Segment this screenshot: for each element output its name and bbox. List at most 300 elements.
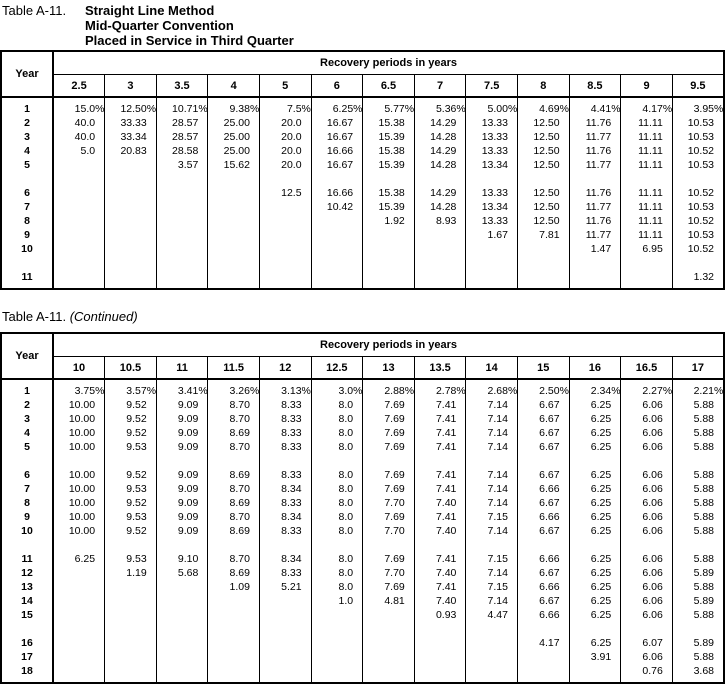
year-cell: 10 [1, 242, 53, 256]
percentage-value: 2.27 [642, 385, 663, 397]
value-cell: 6.25 [569, 594, 621, 608]
value-cell [105, 594, 157, 608]
period-column-header: 14 [466, 357, 518, 380]
value-cell [105, 538, 157, 552]
value-cell [517, 256, 569, 270]
table-row-year-7 [1, 482, 724, 496]
value-cell: 12.50 [517, 116, 569, 130]
value-cell [208, 200, 260, 214]
value-cell [208, 636, 260, 650]
value-cell: 6.25 [569, 440, 621, 454]
value-cell [156, 622, 208, 636]
value-cell: 6.66 [517, 510, 569, 524]
percentage-value: 3.95 [693, 103, 714, 115]
spacer-row [1, 172, 724, 186]
value-cell: 7.69 [363, 412, 415, 426]
value-cell [156, 242, 208, 256]
value-cell: 8.0 [311, 482, 363, 496]
value-cell [105, 454, 157, 468]
spacer-row [1, 454, 724, 468]
table-row-year-3 [1, 130, 724, 144]
value-cell: 5.88 [672, 412, 724, 426]
value-cell [53, 566, 105, 580]
value-cell [105, 580, 157, 594]
value-cell [259, 454, 311, 468]
value-cell: 10.00 [68, 427, 96, 439]
value-cell: 3.91 [569, 650, 621, 664]
value-cell [311, 650, 363, 664]
value-cell [156, 664, 208, 683]
value-cell: 6.06 [621, 440, 673, 454]
value-cell: 8.33 [259, 440, 311, 454]
table2-continued-label: (Continued) [69, 309, 138, 324]
value-cell: 7.41 [414, 398, 466, 412]
period-column-header: 13.5 [414, 357, 466, 380]
value-cell: 5.88 [672, 510, 724, 524]
value-cell [466, 664, 518, 683]
percentage-value: 3.0 [338, 385, 354, 397]
value-cell [53, 228, 105, 242]
value-cell: 3.0% [311, 379, 363, 398]
table-row-year-4 [1, 426, 724, 440]
value-cell: 15.38 [363, 144, 415, 158]
percentage-value: 10.71 [172, 103, 199, 115]
value-cell [363, 538, 415, 552]
value-cell: 8.70 [208, 440, 260, 454]
value-cell: 2.68% [466, 379, 518, 398]
value-cell: 1.09 [208, 580, 260, 594]
value-cell: 2.34% [569, 379, 621, 398]
value-cell [414, 664, 466, 683]
table-row-year-2 [1, 398, 724, 412]
value-cell [156, 172, 208, 186]
value-cell: 9.53 [105, 482, 157, 496]
value-cell: 40.0 [74, 117, 96, 129]
value-cell: 1.32 [672, 270, 724, 289]
value-cell: 3.75% [74, 385, 105, 397]
period-column-header: 6 [311, 75, 363, 98]
percentage-value: 4.69 [539, 103, 560, 115]
percentage-value: 2.34 [590, 385, 612, 397]
value-cell [517, 270, 569, 289]
year-cell: 15 [1, 608, 53, 622]
table-row-year-1 [1, 379, 724, 398]
value-cell: 5.88 [672, 580, 724, 594]
value-cell: 7.14 [466, 496, 518, 510]
value-cell: 7.81 [517, 228, 569, 242]
value-cell: 8.70 [208, 552, 260, 566]
value-cell [517, 454, 569, 468]
table-row-year-3 [1, 412, 724, 426]
value-cell: 15.39 [363, 200, 415, 214]
value-cell: 6.25 [569, 524, 621, 538]
value-cell [414, 622, 466, 636]
value-cell: 6.06 [621, 398, 673, 412]
value-cell: 5.88 [672, 398, 724, 412]
year-cell: 9 [1, 510, 53, 524]
value-cell [208, 270, 260, 289]
value-cell: 25.00 [208, 116, 260, 130]
value-cell [311, 622, 363, 636]
value-cell: 6.67 [517, 594, 569, 608]
recovery-periods-header: Recovery periods in years [53, 333, 724, 357]
table-row-year-12 [1, 566, 724, 580]
year-cell: 6 [1, 468, 53, 482]
value-cell: 11.76 [569, 144, 621, 158]
header-row-span [1, 51, 724, 75]
percentage-value: 5.36 [435, 103, 457, 115]
value-cell [156, 214, 208, 228]
value-cell: 3.13% [259, 379, 311, 398]
percentage-value: 3.41 [177, 385, 199, 397]
value-cell [208, 256, 260, 270]
value-cell [156, 580, 208, 594]
value-cell [621, 172, 673, 186]
spacer-row [1, 256, 724, 270]
percentage-value: 5.77 [384, 103, 405, 115]
value-cell: 6.25 [569, 398, 621, 412]
value-cell: 33.33 [105, 116, 157, 130]
percentage-value: 12.50 [120, 103, 147, 115]
table-row-year-13 [1, 580, 724, 594]
value-cell: 8.0 [311, 524, 363, 538]
period-column-header: 9 [621, 75, 673, 98]
value-cell [311, 242, 363, 256]
value-cell: 6.66 [517, 482, 569, 496]
value-cell [672, 454, 724, 468]
period-column-header: 4 [208, 75, 260, 98]
header-row-periods [1, 75, 724, 98]
table-row-year-18 [1, 664, 724, 683]
value-cell: 5.89 [672, 594, 724, 608]
period-column-header: 16 [569, 357, 621, 380]
value-cell [363, 650, 415, 664]
value-cell: 5.88 [672, 552, 724, 566]
value-cell: 8.0 [311, 468, 363, 482]
period-column-header: 12 [259, 357, 311, 380]
value-cell: 7.40 [414, 524, 466, 538]
value-cell: 11.77 [569, 158, 621, 172]
value-cell: 11.11 [621, 228, 673, 242]
period-column-header: 2.5 [71, 79, 87, 92]
value-cell [569, 538, 621, 552]
value-cell [672, 538, 724, 552]
value-cell: 7.41 [414, 412, 466, 426]
value-cell [259, 228, 311, 242]
value-cell: 7.41 [414, 468, 466, 482]
table1-heading-line-1: Straight Line Method [85, 3, 215, 18]
value-cell: 9.09 [156, 426, 208, 440]
value-cell [208, 228, 260, 242]
value-cell [156, 454, 208, 468]
value-cell: 10.00 [68, 511, 96, 523]
value-cell [105, 270, 157, 289]
value-cell: 8.69 [208, 496, 260, 510]
percentage-value: 4.17 [642, 103, 663, 115]
period-column-header: 3.5 [156, 75, 208, 98]
table2-label: Table A-11. [2, 309, 67, 324]
year-cell: 9 [1, 228, 53, 242]
value-cell: 0.93 [414, 608, 466, 622]
value-cell: 5.0 [80, 145, 96, 157]
table1-heading-line-3: Placed in Service in Third Quarter [85, 33, 294, 48]
value-cell: 8.33 [259, 398, 311, 412]
value-cell: 3.26% [208, 379, 260, 398]
value-cell: 7.69 [363, 468, 415, 482]
value-cell [53, 186, 105, 200]
value-cell: 7.14 [466, 594, 518, 608]
value-cell [259, 214, 311, 228]
value-cell: 13.33 [466, 130, 518, 144]
value-cell: 9.09 [156, 482, 208, 496]
value-cell: 7.69 [363, 580, 415, 594]
value-cell [53, 454, 105, 468]
value-cell: 9.52 [105, 426, 157, 440]
period-column-header: 11 [156, 357, 208, 380]
period-column-header: 16.5 [621, 357, 673, 380]
value-cell: 14.29 [414, 144, 466, 158]
value-cell: 10.52 [672, 144, 724, 158]
year-cell: 8 [1, 214, 53, 228]
value-cell [311, 664, 363, 683]
value-cell: 15.38 [363, 116, 415, 130]
value-cell [517, 538, 569, 552]
value-cell: 6.66 [517, 552, 569, 566]
period-column-header: 7 [414, 75, 466, 98]
value-cell: 9.09 [156, 412, 208, 426]
table-row-year-4 [1, 144, 724, 158]
value-cell: 8.0 [311, 426, 363, 440]
value-cell: 7.69 [363, 440, 415, 454]
value-cell [259, 622, 311, 636]
value-cell: 9.09 [156, 468, 208, 482]
value-cell: 12.5 [259, 186, 311, 200]
table1-label: Table A-11. [2, 3, 67, 18]
value-cell: 10.53 [672, 228, 724, 242]
value-cell: 8.0 [311, 496, 363, 510]
value-cell: 6.25 [569, 426, 621, 440]
year-cell: 14 [1, 594, 53, 608]
value-cell: 6.67 [517, 468, 569, 482]
period-column-header: 13 [363, 357, 415, 380]
period-column-header: 11.5 [208, 357, 260, 380]
value-cell: 10.52 [672, 242, 724, 256]
value-cell: 11.76 [569, 186, 621, 200]
value-cell: 5.88 [672, 482, 724, 496]
value-cell [53, 622, 105, 636]
value-cell [414, 454, 466, 468]
value-cell: 16.66 [311, 144, 363, 158]
value-cell: 6.67 [517, 566, 569, 580]
value-cell: 28.58 [156, 144, 208, 158]
value-cell [208, 186, 260, 200]
value-cell [672, 172, 724, 186]
value-cell: 7.69 [363, 552, 415, 566]
value-cell: 11.11 [621, 130, 673, 144]
value-cell: 6.67 [517, 440, 569, 454]
value-cell [517, 242, 569, 256]
value-cell: 8.33 [259, 468, 311, 482]
value-cell [208, 242, 260, 256]
value-cell: 11.11 [621, 214, 673, 228]
value-cell: 6.06 [621, 594, 673, 608]
percentage-value: 3.75 [74, 385, 96, 397]
value-cell [259, 242, 311, 256]
value-cell: 9.53 [105, 440, 157, 454]
depreciation-table-2 [0, 332, 725, 684]
value-cell: 4.47 [466, 608, 518, 622]
value-cell: 15.38 [363, 186, 415, 200]
value-cell: 20.83 [105, 144, 157, 158]
value-cell: 8.34 [259, 482, 311, 496]
value-cell [53, 158, 105, 172]
value-cell: 2.78% [414, 379, 466, 398]
value-cell: 20.0 [259, 116, 311, 130]
value-cell: 8.33 [259, 524, 311, 538]
value-cell [53, 650, 105, 664]
year-column-header: Year [1, 333, 53, 379]
value-cell [414, 270, 466, 289]
value-cell: 8.0 [311, 580, 363, 594]
year-cell: 2 [1, 398, 53, 412]
value-cell: 8.33 [259, 566, 311, 580]
value-cell: 7.41 [414, 552, 466, 566]
value-cell: 7.41 [414, 580, 466, 594]
value-cell: 11.76 [569, 214, 621, 228]
value-cell [517, 172, 569, 186]
value-cell: 6.66 [517, 608, 569, 622]
value-cell: 16.67 [311, 158, 363, 172]
value-cell: 10.00 [68, 469, 96, 481]
value-cell [259, 608, 311, 622]
value-cell: 4.17% [621, 97, 673, 116]
percentage-value: 3.57 [126, 385, 147, 397]
value-cell [363, 172, 415, 186]
table-row-year-5 [1, 440, 724, 454]
value-cell [105, 242, 157, 256]
period-column-header: 8 [517, 75, 569, 98]
period-column-header: 9.5 [672, 75, 724, 98]
value-cell: 7.14 [466, 468, 518, 482]
value-cell: 16.66 [311, 186, 363, 200]
year-cell: 12 [1, 566, 53, 580]
value-cell: 10.53 [672, 130, 724, 144]
value-cell: 12.50% [105, 97, 157, 116]
value-cell: 9.09 [156, 440, 208, 454]
value-cell: 7.40 [414, 496, 466, 510]
value-cell: 10.53 [672, 116, 724, 130]
value-cell: 11.11 [621, 116, 673, 130]
value-cell: 6.25 [569, 468, 621, 482]
value-cell: 14.29 [414, 116, 466, 130]
period-column-header: 6.5 [363, 75, 415, 98]
value-cell: 6.67 [517, 398, 569, 412]
period-column-header: 12.5 [311, 357, 363, 380]
value-cell: 14.29 [414, 186, 466, 200]
value-cell [259, 594, 311, 608]
value-cell [569, 454, 621, 468]
value-cell [105, 172, 157, 186]
value-cell [105, 186, 157, 200]
value-cell: 3.57 [156, 158, 208, 172]
value-cell: 6.66 [517, 580, 569, 594]
percentage-value: 9.38 [229, 103, 250, 115]
value-cell [311, 172, 363, 186]
value-cell: 1.67 [466, 228, 518, 242]
table-row-year-6 [1, 186, 724, 200]
value-cell [53, 214, 105, 228]
value-cell [259, 538, 311, 552]
value-cell: 2.50% [517, 379, 569, 398]
value-cell [105, 636, 157, 650]
spacer-row [1, 538, 724, 552]
value-cell [208, 650, 260, 664]
value-cell [363, 256, 415, 270]
value-cell [363, 242, 415, 256]
value-cell [311, 228, 363, 242]
value-cell: 10.52 [672, 214, 724, 228]
value-cell [53, 664, 105, 683]
value-cell: 6.25 [569, 608, 621, 622]
value-cell: 11.77 [569, 228, 621, 242]
value-cell: 6.06 [621, 552, 673, 566]
table1-heading [85, 3, 294, 48]
value-cell [569, 664, 621, 683]
value-cell: 13.34 [466, 200, 518, 214]
table-row-year-2 [1, 116, 724, 130]
year-cell: 4 [1, 426, 53, 440]
value-cell: 6.25% [311, 97, 363, 116]
value-cell [621, 270, 673, 289]
value-cell [105, 214, 157, 228]
value-cell: 15.39 [363, 130, 415, 144]
value-cell: 5.88 [672, 496, 724, 510]
value-cell [621, 454, 673, 468]
value-cell: 15.39 [363, 158, 415, 172]
value-cell: 20.0 [259, 158, 311, 172]
value-cell: 12.50 [517, 158, 569, 172]
value-cell [569, 622, 621, 636]
year-cell: 3 [1, 130, 53, 144]
value-cell [621, 538, 673, 552]
value-cell: 4.17 [517, 636, 569, 650]
value-cell [156, 256, 208, 270]
year-cell: 11 [1, 552, 53, 566]
value-cell [156, 200, 208, 214]
value-cell: 7.14 [466, 566, 518, 580]
period-column-header: 5 [259, 75, 311, 98]
value-cell [466, 538, 518, 552]
value-cell: 7.14 [466, 524, 518, 538]
value-cell: 5.36% [414, 97, 466, 116]
value-cell: 7.41 [414, 510, 466, 524]
percentage-value: 4.41 [590, 103, 612, 115]
percentage-value: 2.78 [435, 385, 457, 397]
value-cell: 8.69 [208, 468, 260, 482]
value-cell: 13.33 [466, 144, 518, 158]
value-cell: 6.06 [621, 566, 673, 580]
value-cell [105, 256, 157, 270]
year-cell: 5 [1, 158, 53, 172]
value-cell [208, 594, 260, 608]
table-row-year-7 [1, 200, 724, 214]
value-cell [414, 228, 466, 242]
value-cell [672, 622, 724, 636]
value-cell: 5.89 [672, 566, 724, 580]
value-cell: 8.69 [208, 524, 260, 538]
value-cell: 9.09 [156, 510, 208, 524]
value-cell: 8.34 [259, 552, 311, 566]
